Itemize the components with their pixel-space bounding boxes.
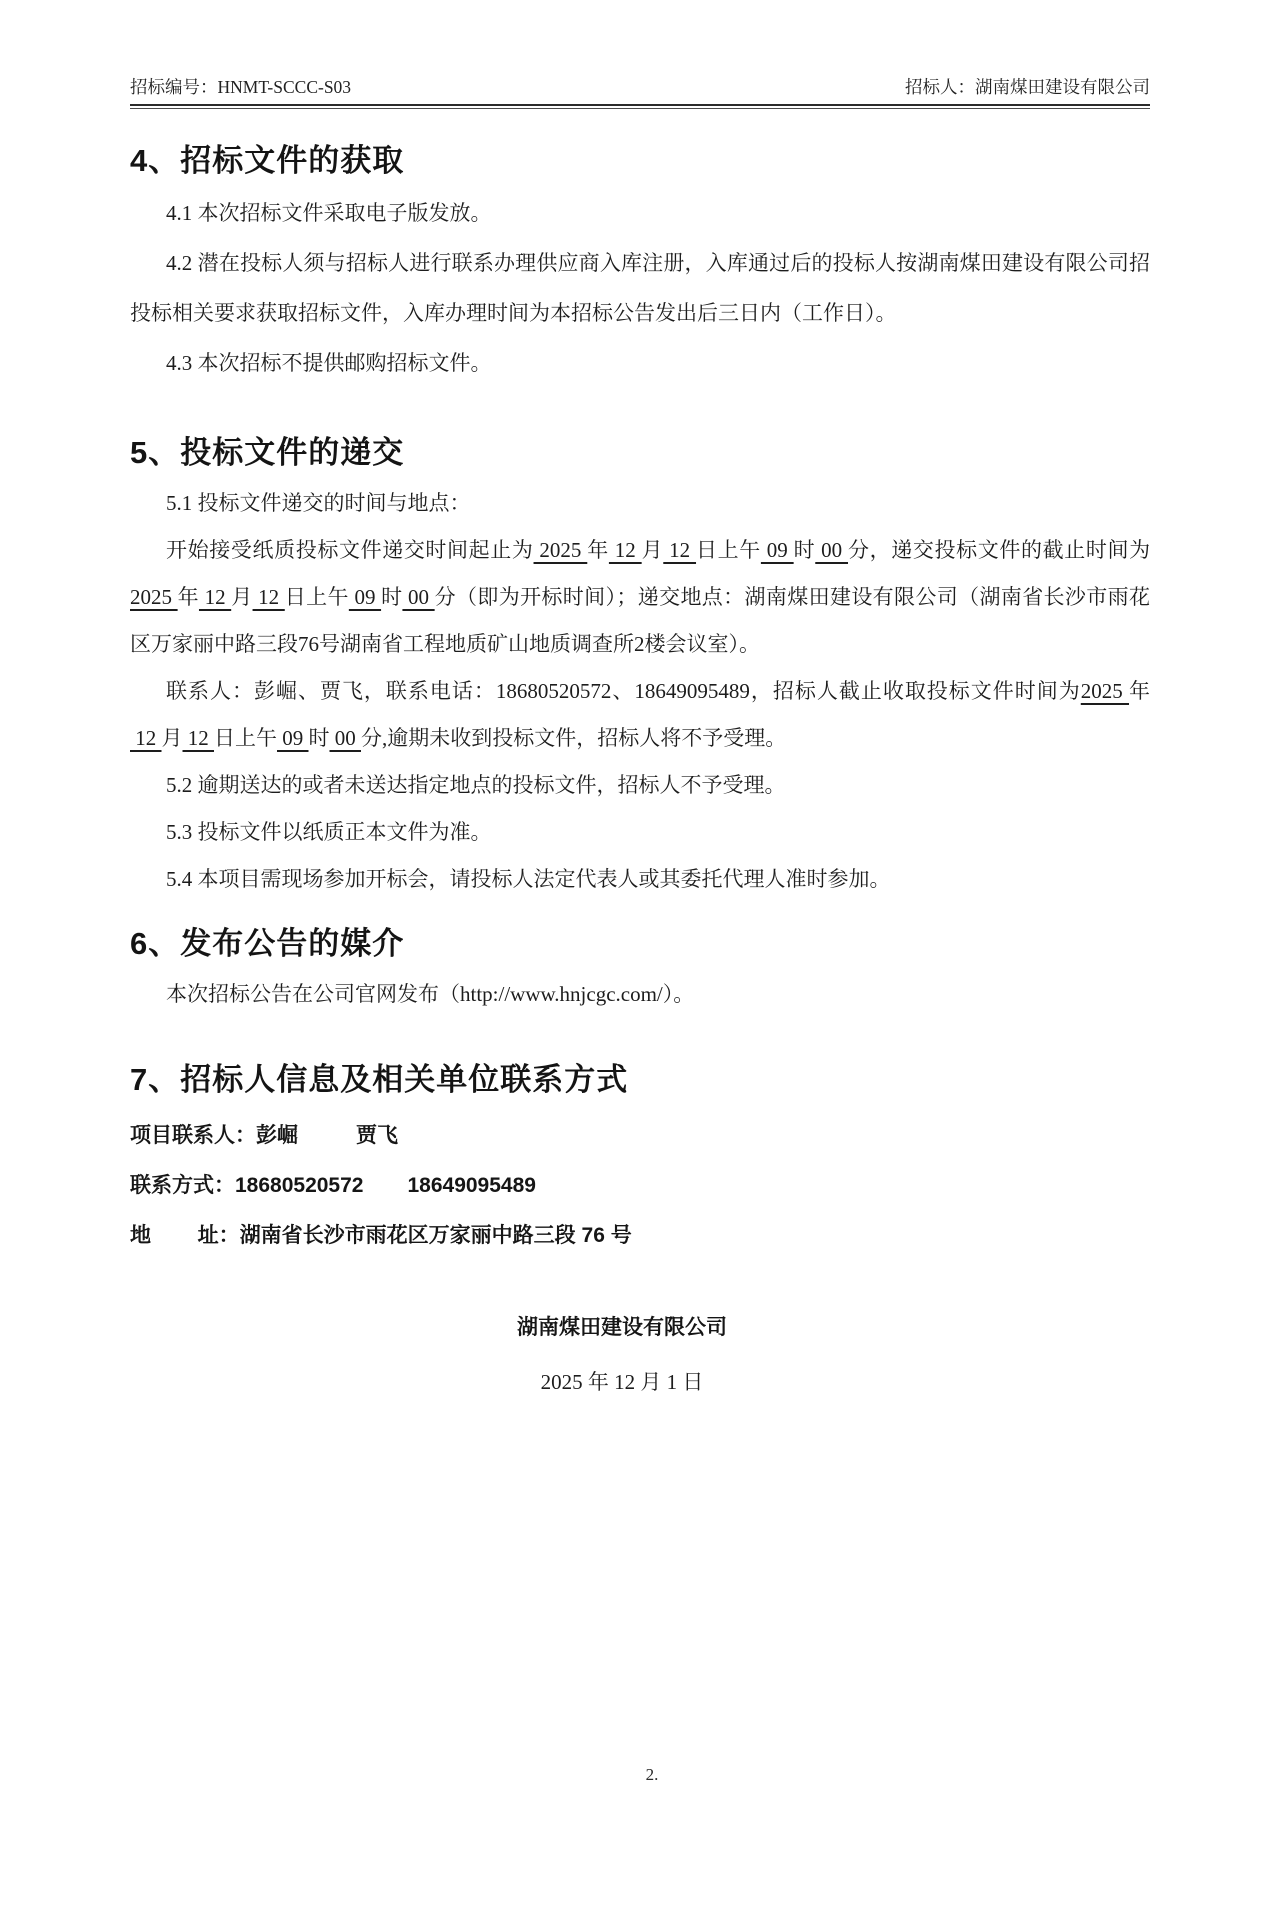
- section-5-body: [130, 480, 1150, 903]
- blank-underlined-value: 09: [760, 538, 794, 562]
- blank-underlined-value: 09: [348, 585, 382, 609]
- blank-underlined-value: 2025: [533, 538, 588, 562]
- text-segment: 日上午: [214, 726, 277, 750]
- text-segment: 日上午: [696, 538, 761, 562]
- clause-4-2: 4.2 潜在投标人须与招标人进行联系办理供应商入库注册，入库通过后的投标人按湖南煤田建设有限公司招投标相关要求获取招标文件，入库办理时间为本招标公告发出后三日内（工作日）。: [130, 251, 1150, 325]
- section-5-title: 5、投标文件的递交: [130, 435, 405, 470]
- blank-underlined-value: 00: [329, 726, 361, 750]
- blank-underlined-value: 12: [182, 726, 214, 750]
- phone-number-1: 18680520572: [235, 1174, 364, 1197]
- address-value: 湖南省长沙市雨花区万家丽中路三段 76 号: [239, 1224, 632, 1247]
- section-4-title: 4、招标文件的获取: [130, 143, 405, 178]
- address-label: 地 址：: [130, 1224, 240, 1247]
- text-segment: 月: [641, 538, 664, 562]
- text-segment: 时: [308, 726, 330, 750]
- text-segment: 时: [793, 538, 816, 562]
- blank-underlined-value: 12: [198, 585, 232, 609]
- contact-phone-line: [130, 1161, 1150, 1211]
- section-7-body: [130, 1111, 1150, 1261]
- section-6-body: [130, 969, 1150, 1019]
- text-segment: 年: [587, 538, 609, 562]
- section-6-title: 6、发布公告的媒介: [130, 926, 405, 961]
- clause-4-3: 4.3 本次招标不提供邮购招标文件。: [166, 351, 492, 375]
- text-segment: 月: [231, 585, 253, 609]
- contact-deadline-paragraph: [130, 668, 1150, 762]
- address-line: [130, 1211, 1150, 1261]
- text-segment: 年: [177, 585, 199, 609]
- blank-underlined-value: 12: [252, 585, 285, 609]
- blank-underlined-value: 00: [402, 585, 435, 609]
- tenderer-name-label: 招标人：湖南煤田建设有限公司: [905, 77, 1150, 97]
- text-segment: 联系人：彭崛、贾飞，联系电话：18680520572、18649095489，招标人截止收取投标文件时间为: [166, 679, 1081, 703]
- clause-5-1: 5.1 投标文件递交的时间与地点：: [166, 491, 471, 515]
- text-segment: 时: [381, 585, 403, 609]
- blank-underlined-value: 12: [608, 538, 642, 562]
- blank-underlined-value: 12: [663, 538, 697, 562]
- text-segment: 分（即为开标时间）；递交地点：湖南煤田建设有限公司（湖南省长沙市雨花区万家丽中路三段76号湖南省工程地质矿山地质调查所2楼会议室）。: [130, 585, 1150, 656]
- text-segment: 开始接受纸质投标文件递交时间起止为: [166, 538, 534, 562]
- blank-underlined-value: 12: [130, 726, 162, 750]
- phone-label: 联系方式：: [130, 1174, 235, 1197]
- clause-4-1: 4.1 本次招标文件采取电子版发放。: [166, 201, 492, 225]
- clause-5-3: 5.3 投标文件以纸质正本文件为准。: [166, 820, 492, 844]
- page-number: 2.: [645, 1765, 659, 1784]
- blank-underlined-value: 2025: [130, 585, 178, 609]
- contact-name-1: 彭崛: [256, 1124, 298, 1147]
- tender-number-label: 招标编号：HNMT-SCCC-S03: [130, 77, 352, 97]
- signature-company: 湖南煤田建设有限公司: [517, 1316, 727, 1339]
- text-segment: 年: [1129, 679, 1151, 703]
- blank-underlined-value: 2025: [1080, 679, 1130, 703]
- section-7-title: 7、招标人信息及相关单位联系方式: [130, 1062, 629, 1097]
- signature-date: 2025 年 12 月 1 日: [540, 1370, 704, 1394]
- blank-underlined-value: 09: [277, 726, 309, 750]
- text-segment: 分,逾期未收到投标文件，招标人将不予受理。: [361, 726, 787, 750]
- text-segment: 日上午: [284, 585, 349, 609]
- section-4-body: [130, 188, 1150, 388]
- clause-5-2: 5.2 逾期送达的或者未送达指定地点的投标文件，招标人不予受理。: [166, 773, 786, 797]
- signature-block: [462, 1303, 782, 1411]
- phone-number-2: 18649095489: [407, 1174, 536, 1197]
- page-header: [130, 74, 1150, 106]
- text-segment: 分，递交投标文件的截止时间为: [848, 538, 1151, 562]
- project-contact-line: [130, 1111, 1150, 1161]
- text-segment: 月: [161, 726, 183, 750]
- clause-5-4: 5.4 本项目需现场参加开标会，请投标人法定代表人或其委托代理人准时参加。: [166, 867, 891, 891]
- blank-underlined-value: 00: [815, 538, 849, 562]
- announcement-media-text: 本次招标公告在公司官网发布（http://www.hnjcgc.com/）。: [166, 982, 695, 1006]
- submission-time-paragraph: [130, 527, 1150, 668]
- project-contact-label: 项目联系人：: [130, 1124, 256, 1147]
- contact-name-2: 贾飞: [356, 1124, 398, 1147]
